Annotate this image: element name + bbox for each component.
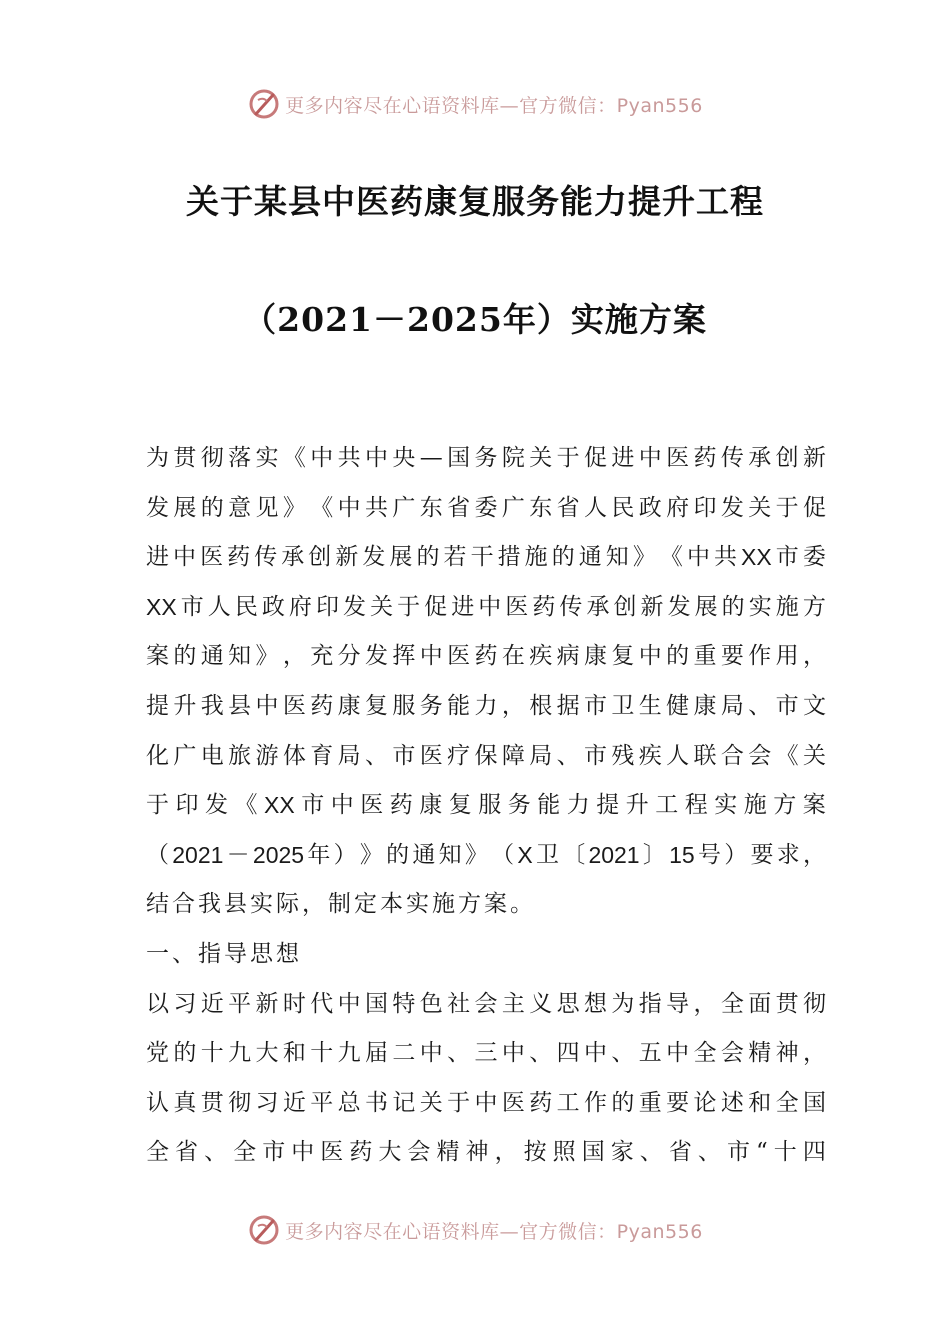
watermark-footer bbox=[0, 1210, 950, 1250]
watermark-header bbox=[0, 84, 950, 124]
body-line: 全 省 、 全 市 中 医 药 大 会 精 神 ， 按 照 国 家 、 省 、 市 “ 十 四 bbox=[146, 1139, 826, 1166]
body-line: XX 市 人 民 政 府 印 发 关 于 促 进 中 医 药 传 承 创 新 发 展 的 实 施 方 bbox=[146, 593, 826, 620]
watermark-text: 更多内容尽在心语资料库—官方微信：Pyan556 bbox=[285, 1220, 703, 1243]
pen-circle-logo-icon bbox=[247, 87, 281, 121]
watermark-wechat-id: Pyan556 bbox=[616, 1220, 703, 1243]
body-line: 发 展 的 意 见 》 《 中 共 广 东 省 委 广 东 省 人 民 政 府 印 发 关 于 促 bbox=[146, 494, 826, 521]
body-line: 以 习 近 平 新 时 代 中 国 特 色 社 会 主 义 思 想 为 指 导 ， 全 面 贯 彻 bbox=[146, 990, 826, 1017]
pen-circle-logo-icon bbox=[247, 1213, 281, 1247]
body-line: 党 的 十 九 大 和 十 九 届 二 中 、 三 中 、 四 中 、 五 中 全 会 精 神 ， bbox=[146, 1040, 826, 1067]
body-line: 认 真 贯 彻 习 近 平 总 书 记 关 于 中 医 药 工 作 的 重 要 论 述 和 全 国 bbox=[146, 1089, 826, 1116]
body-line: 案 的 通 知 》 ， 充 分 发 挥 中 医 药 在 疾 病 康 复 中 的 重 要 作 用 ， bbox=[146, 643, 826, 670]
body-line: 进 中 医 药 传 承 创 新 发 展 的 若 干 措 施 的 通 知 》 《 中 共 XX 市 委 bbox=[146, 544, 826, 571]
body-line: 提 升 我 县 中 医 药 康 复 服 务 能 力 ， 根 据 市 卫 生 健 康 局 、 市 文 bbox=[146, 692, 826, 719]
watermark-text: 更多内容尽在心语资料库—官方微信：Pyan556 bbox=[285, 94, 703, 117]
watermark-wechat-id: Pyan556 bbox=[616, 94, 703, 117]
body-line: （ 2021 － 2025 年 ） 》 的 通 知 》 （ X 卫 〔 2021 〕 15 号 ） 要 求 ， bbox=[146, 841, 826, 868]
body-line: 结合我县实际，制定本实施方案。 bbox=[146, 891, 536, 918]
document-body bbox=[146, 434, 826, 1178]
document-title-line-1: 关于某县中医药康复服务能力提升工程 bbox=[186, 182, 764, 221]
body-line: 为 贯 彻 落 实 《 中 共 中 央 — 国 务 院 关 于 促 进 中 医 药 传 承 创 新 bbox=[146, 445, 826, 471]
body-line: 于 印 发 《 XX 市 中 医 药 康 复 服 务 能 力 提 升 工 程 实 施 方 案 bbox=[146, 792, 826, 819]
body-line: 化 广 电 旅 游 体 育 局 、 市 医 疗 保 障 局 、 市 残 疾 人 联 合 会 《 关 bbox=[146, 742, 826, 769]
document-title-line-2: （2021－2025年）实施方案 bbox=[243, 300, 707, 339]
section-heading: 一、指导思想 bbox=[146, 940, 302, 967]
